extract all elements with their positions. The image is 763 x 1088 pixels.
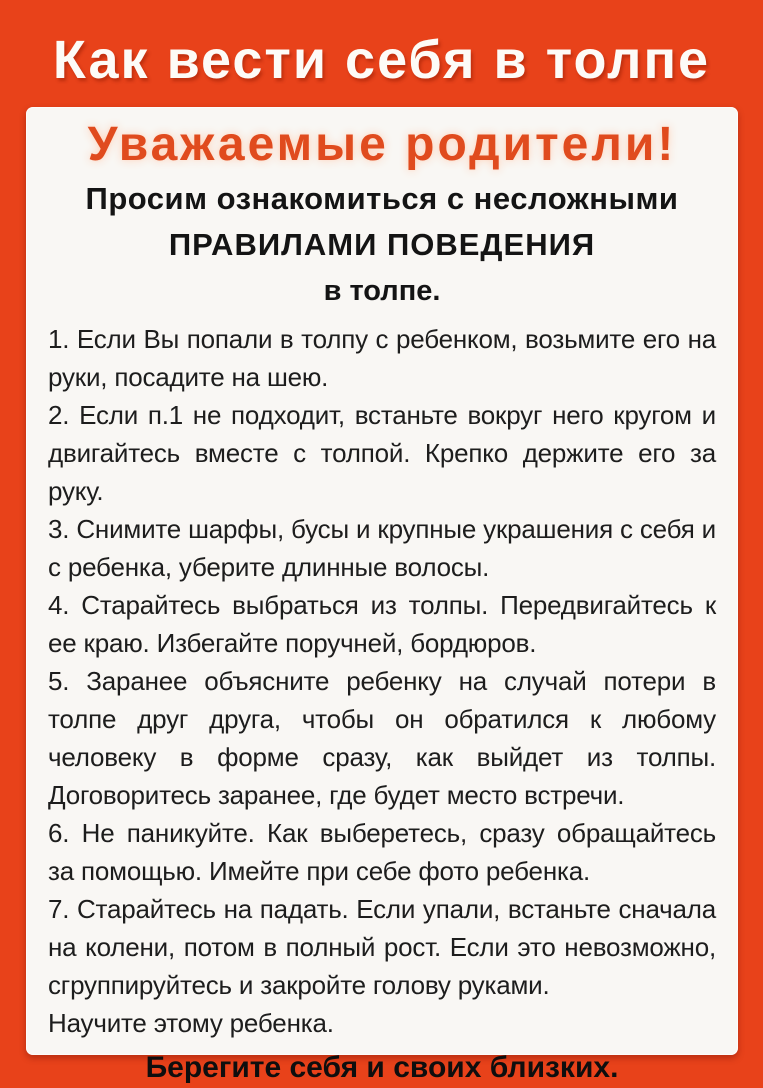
poster-title: Как вести себя в толпе (52, 30, 711, 90)
rule-item: 1. Если Вы попали в толпу с ребенком, возьмите его на руки, посадите на шею. (48, 324, 716, 392)
rule-item: 7. Старайтесь на падать. Если упали, встаньте сначала на колени, потом в полный рост. Если это невозможно, сгруппируйтесь и закройте голову руками. (48, 894, 716, 1000)
teach-note: Научите этому ребенка. (48, 1008, 334, 1038)
rule-item: 3. Снимите шарфы, бусы и крупные украшения с себя и с ребенка, уберите длинные волосы. (48, 514, 716, 582)
poster-header (0, 0, 763, 106)
rule-item: 6. Не паникуйте. Как выберетесь, сразу обращайтесь за помощью. Имейте при себе фото ребенка. (48, 818, 716, 886)
greeting-heading: Уважаемые родители! (87, 118, 677, 171)
rule-item: 4. Старайтесь выбраться из толпы. Передвигайтесь к ее краю. Избегайте поручней, бордюров. (48, 590, 716, 658)
rule-item: 2. Если п.1 не подходит, встаньте вокруг него кругом и двигайтесь вместе с толпой. Крепко держите его за руку. (48, 400, 716, 506)
intro-line-3: в толпе. (323, 275, 441, 307)
rules-list (48, 320, 716, 1042)
closing-line: Берегите себя и своих близких. (145, 1051, 619, 1084)
intro-line-1: Просим ознакомиться с несложными (85, 181, 679, 216)
content-panel (26, 107, 738, 1084)
rule-item: 5. Заранее объясните ребенку на случай потери в толпе друг друга, чтобы он обратился к любому человеку в форме сразу, как выйдет из толпы. Договоритесь заранее, где будет место встречи. (48, 666, 716, 810)
intro-line-2: ПРАВИЛАМИ ПОВЕДЕНИЯ (168, 227, 596, 262)
